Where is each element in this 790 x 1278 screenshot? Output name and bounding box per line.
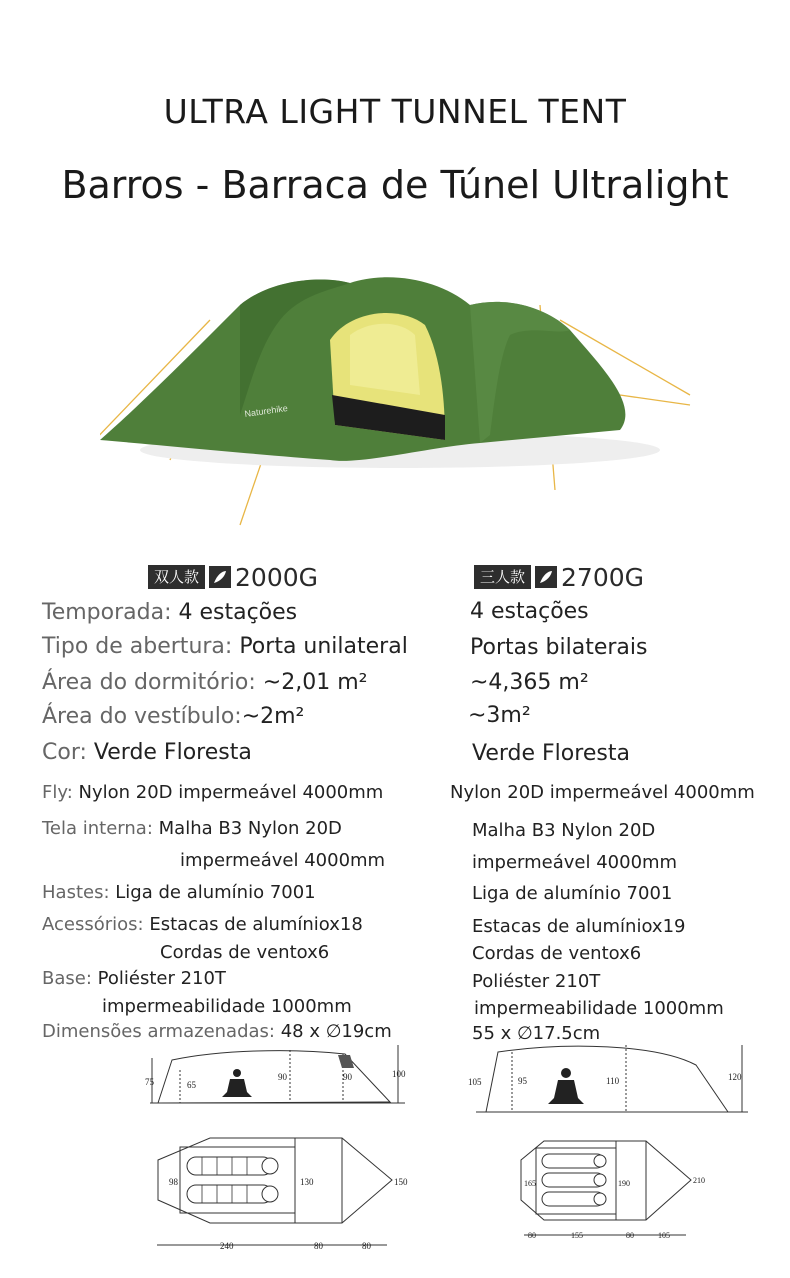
dim-label: 98 — [169, 1177, 178, 1187]
dim-label: 105 — [468, 1077, 482, 1087]
spec-inner-line2: impermeável 4000mm — [180, 850, 386, 871]
side-view-diagram-two-person — [140, 1040, 415, 1112]
spec-label: Base: — [42, 968, 92, 989]
dim-label: 105 — [658, 1231, 670, 1240]
dim-label: 75 — [145, 1077, 154, 1087]
top-view-diagram-two-person — [152, 1135, 412, 1255]
spec-season — [42, 600, 297, 625]
model-badge: 三人款 — [474, 565, 531, 589]
spec-base-line2: impermeabilidade 1000mm — [102, 996, 352, 1017]
dim-label: 120 — [728, 1072, 742, 1082]
spec-label: Área do vestíbulo: — [42, 704, 242, 729]
top-view-diagram-three-person — [516, 1138, 716, 1243]
side-view-diagram-three-person — [466, 1040, 756, 1115]
model-header-two-person — [148, 562, 318, 592]
spec-value: Estacas de alumíniox18 — [149, 914, 363, 935]
dim-label: 110 — [606, 1076, 620, 1086]
spec-fly — [42, 782, 383, 803]
spec-label: Fly: — [42, 782, 73, 803]
model-header-three-person — [474, 562, 644, 592]
model-badge: 双人款 — [148, 565, 205, 589]
dim-label: 80 — [528, 1231, 536, 1240]
spec-vestibule-3p: ~3m² — [468, 703, 531, 728]
dim-label: 155 — [571, 1231, 583, 1240]
spec-base-line2-3p: impermeabilidade 1000mm — [474, 998, 724, 1019]
spec-accessories — [42, 914, 363, 935]
spec-label: Tipo de abertura: — [42, 634, 233, 659]
spec-door — [42, 634, 408, 659]
dim-label: 190 — [618, 1179, 630, 1188]
dim-label: 95 — [518, 1076, 527, 1086]
spec-label: Acessórios: — [42, 914, 144, 935]
spec-accessories-line2: Cordas de ventox6 — [160, 942, 330, 963]
spec-value: Porta unilateral — [239, 634, 408, 659]
spec-value: ~2,01 m² — [262, 670, 368, 695]
spec-value: Verde Floresta — [93, 740, 252, 765]
model-weight: 2700G — [561, 562, 645, 592]
model-weight: 2000G — [235, 562, 319, 592]
spec-fly-3p: Nylon 20D impermeável 4000mm — [450, 782, 755, 803]
dim-label: 65 — [187, 1080, 196, 1090]
spec-value: Nylon 20D impermeável 4000mm — [78, 782, 384, 803]
dim-label: 80 — [626, 1231, 634, 1240]
spec-vestibule — [42, 704, 304, 729]
brand-logo-text: Naturehike — [243, 403, 289, 419]
spec-inner-3p: Malha B3 Nylon 20D — [472, 820, 656, 841]
spec-label: Tela interna: — [42, 818, 153, 839]
feather-icon — [535, 566, 557, 588]
dim-label: 90 — [278, 1072, 287, 1082]
spec-base-3p: Poliéster 210T — [472, 971, 601, 992]
title-english: ULTRA LIGHT TUNNEL TENT — [163, 92, 627, 131]
title-portuguese: Barros - Barraca de Túnel Ultralight — [61, 163, 729, 207]
spec-value: Malha B3 Nylon 20D — [158, 818, 342, 839]
spec-label: Dimensões armazenadas: — [42, 1021, 275, 1042]
dim-label: 165 — [524, 1179, 536, 1188]
spec-inner-line2-3p: impermeável 4000mm — [472, 852, 678, 873]
spec-value: Poliéster 210T — [97, 968, 226, 989]
dim-label: 130 — [300, 1177, 314, 1187]
spec-inner — [42, 818, 342, 839]
spec-accessories-3p: Estacas de alumíniox19 — [472, 916, 686, 937]
spec-season-3p: 4 estações — [470, 599, 589, 624]
spec-poles-3p: Liga de alumínio 7001 — [472, 883, 673, 904]
spec-base — [42, 968, 226, 989]
spec-label: Área do dormitório: — [42, 670, 256, 695]
spec-accessories-line2-3p: Cordas de ventox6 — [472, 943, 642, 964]
spec-value: 4 estações — [178, 600, 298, 625]
spec-door-3p: Portas bilaterais — [470, 635, 648, 660]
dim-label: 80 — [314, 1241, 323, 1251]
spec-label: Hastes: — [42, 882, 110, 903]
feather-icon — [209, 566, 231, 588]
spec-sleep-area — [42, 670, 367, 695]
dim-label: 80 — [362, 1241, 371, 1251]
spec-label: Temporada: — [42, 600, 172, 625]
dim-label: 240 — [220, 1241, 234, 1251]
spec-color — [42, 740, 252, 765]
spec-storage-3p: 55 x ∅17.5cm — [472, 1023, 601, 1044]
spec-value: 48 x ∅19cm — [280, 1021, 392, 1042]
spec-label: Cor: — [42, 740, 87, 765]
spec-storage — [42, 1021, 392, 1042]
dim-label: 150 — [394, 1177, 408, 1187]
dim-label: 90 — [343, 1072, 352, 1082]
spec-color-3p: Verde Floresta — [472, 741, 630, 766]
tent-photo — [100, 265, 700, 530]
dim-label: 100 — [392, 1069, 406, 1079]
spec-poles — [42, 882, 316, 903]
spec-value: Liga de alumínio 7001 — [115, 882, 316, 903]
spec-sleep-area-3p: ~4,365 m² — [470, 670, 589, 695]
dim-label: 210 — [693, 1176, 705, 1185]
spec-value: ~2m² — [241, 704, 305, 729]
